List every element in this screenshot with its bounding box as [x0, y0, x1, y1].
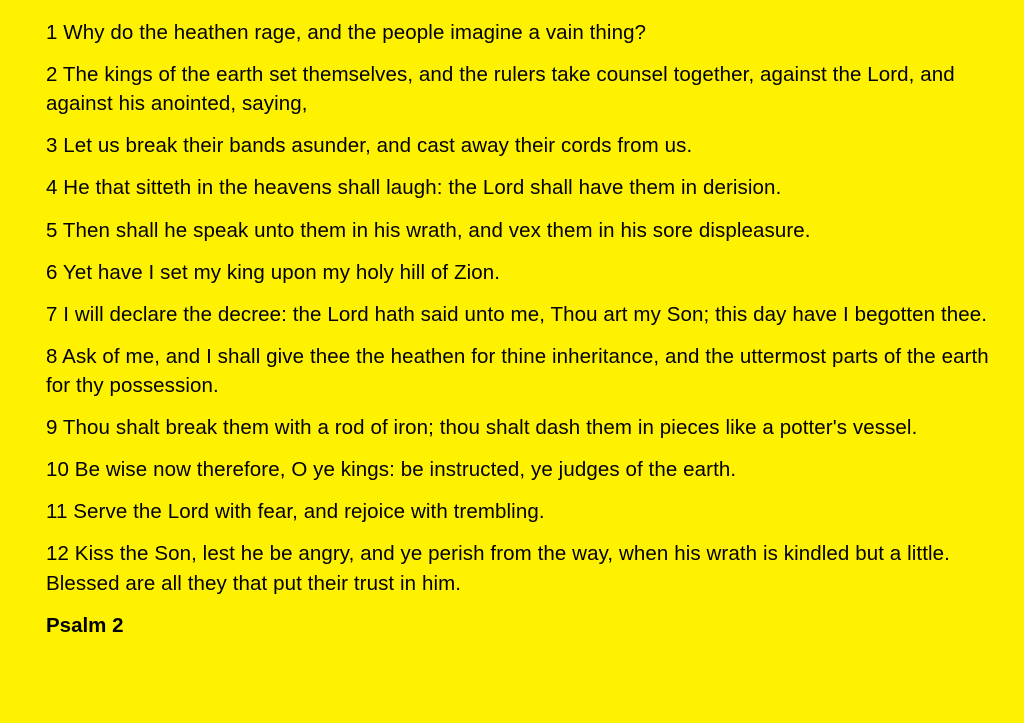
verse-line: 5 Then shall he speak unto them in his wrath, and vex them in his sore displeasure. [46, 218, 811, 242]
verse-line: 4 He that sitteth in the heavens shall laugh: the Lord shall have them in derision. [46, 176, 782, 200]
verse-line: 3 Let us break their bands asunder, and cast away their cords from us. [46, 134, 693, 158]
verse-line: 7 I will declare the decree: the Lord hath said unto me, Thou art my Son; this day have I begotten thee. [46, 302, 988, 326]
verse-line: 2 The kings of the earth set themselves, and the rulers take counsel together, against the Lord, and against his anointed, saying, [46, 63, 955, 116]
verse-line: 8 Ask of me, and I shall give thee the heathen for thine inheritance, and the uttermost parts of the earth for thy possession. [46, 344, 989, 397]
verse-line: 6 Yet have I set my king upon my holy hill of Zion. [46, 260, 501, 284]
psalm-attribution: Psalm 2 [46, 613, 124, 637]
verse-line: 10 Be wise now therefore, O ye kings: be instructed, ye judges of the earth. [46, 458, 737, 482]
verse-line: 11 Serve the Lord with fear, and rejoice with trembling. [46, 500, 545, 524]
verse-line: 12 Kiss the Son, lest he be angry, and ye perish from the way, when his wrath is kindled but a little. Blessed are all they that put their trust in him. [46, 542, 950, 595]
verse-line: 9 Thou shalt break them with a rod of iron; thou shalt dash them in pieces like a potter's vessel. [46, 416, 918, 440]
verse-line: 1 Why do the heathen rage, and the people imagine a vain thing? [46, 21, 647, 44]
